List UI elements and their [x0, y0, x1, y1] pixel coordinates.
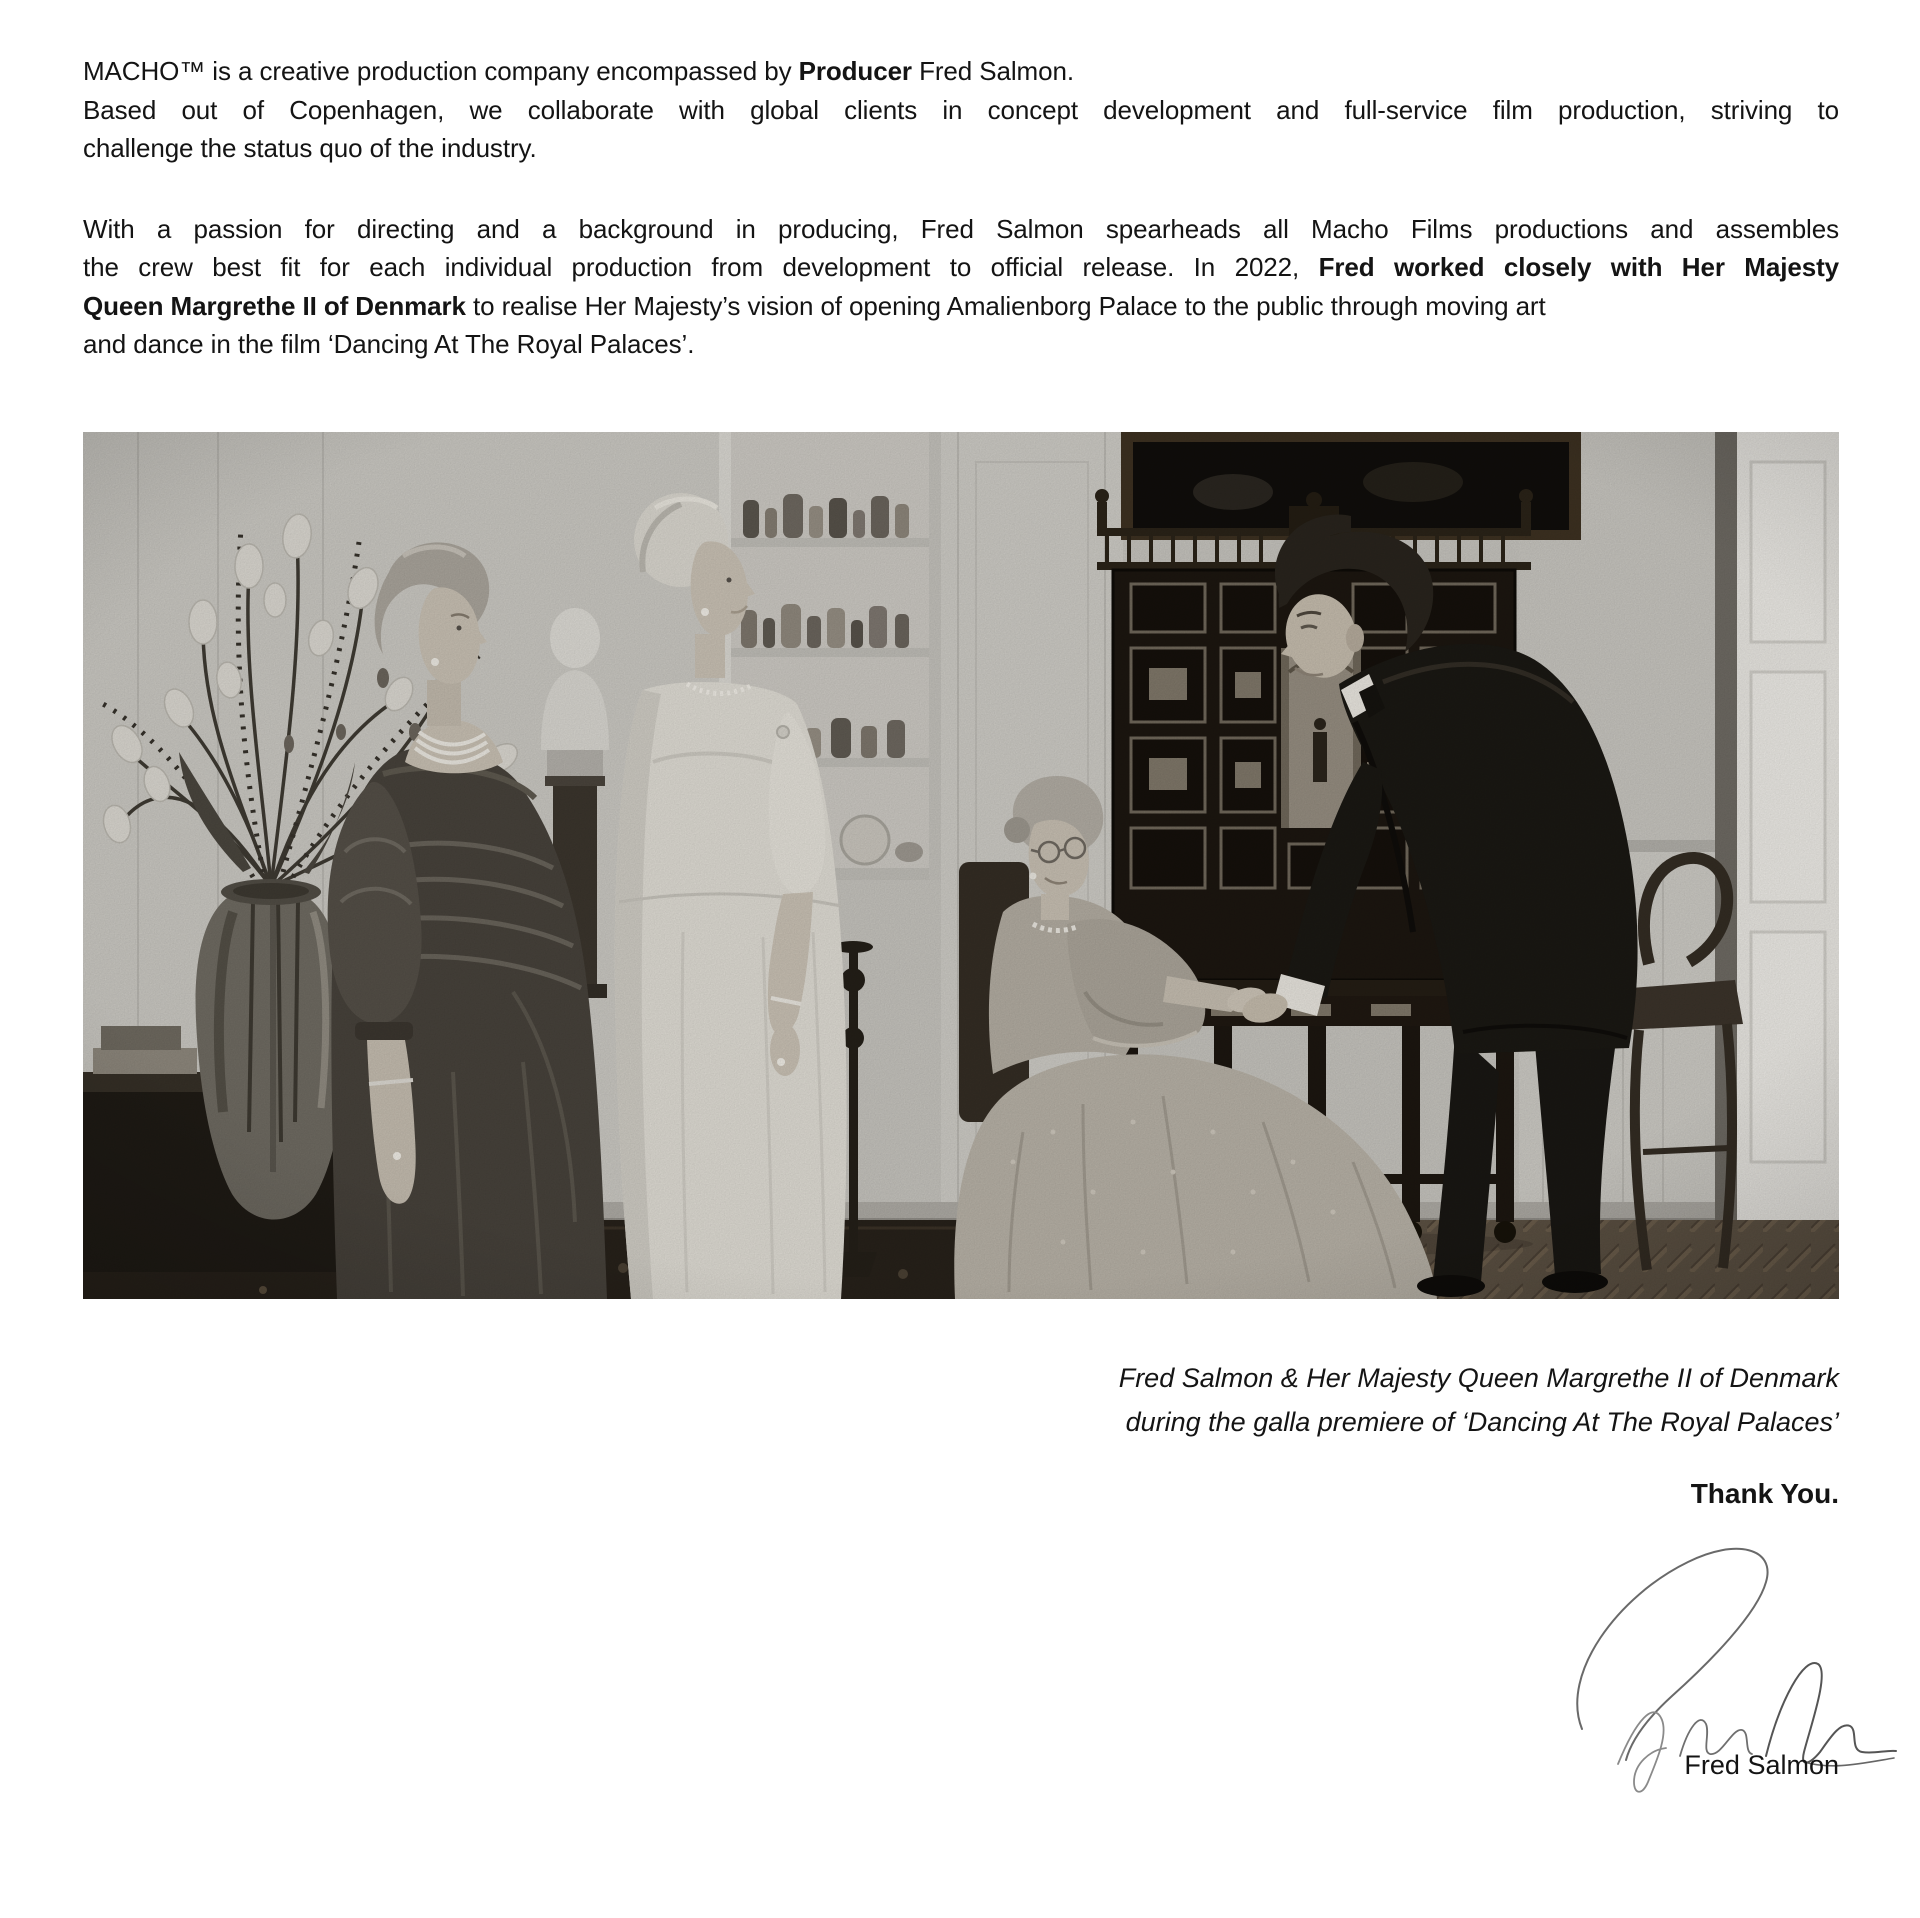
intro-p2-line3	[83, 287, 1839, 326]
intro-paragraph-1	[83, 52, 1839, 168]
photo-caption-line1: Fred Salmon & Her Majesty Queen Margrethe II of Denmark	[1118, 1363, 1839, 1393]
intro-p1-line2	[83, 91, 1839, 130]
intro-p1-line1-bold: Producer	[798, 56, 912, 86]
intro-p2-line2-bold: Fred worked closely with Her Majesty	[1318, 252, 1839, 282]
intro-p1-line2-text: Based out of Copenhagen, we collaborate with global clients in concept development and full-service film production, striving to	[83, 94, 1839, 125]
intro-p1-line1-pre: MACHO™ is a creative production company encompassed by	[83, 56, 799, 86]
intro-p2-line2	[83, 248, 1839, 287]
intro-p2-line4	[83, 325, 1839, 364]
photo-illustration	[83, 432, 1839, 1299]
vignette-overlay	[83, 432, 1839, 1299]
intro-p2-line3-bold: Queen Margrethe II of Denmark	[83, 290, 466, 321]
intro-p2-line1-text: With a passion for directing and a background in producing, Fred Salmon spearheads all Macho Films productions and assembles	[83, 213, 1839, 244]
signature-name: Fred Salmon	[1684, 1750, 1839, 1780]
intro-p1-line3-text: challenge the status quo of the industry.	[83, 133, 537, 163]
thank-you-text: Thank You.	[1690, 1478, 1839, 1509]
intro-p2-line2-pre: the crew best fit for each individual production from development to official release. In 2022,	[83, 252, 1319, 282]
intro-p1-line1-post: Fred Salmon.	[911, 56, 1074, 86]
intro-paragraph-2	[83, 210, 1839, 364]
intro-section	[83, 52, 1839, 364]
photo-royal-palace	[83, 432, 1839, 1299]
intro-p2-line3-post: to realise Her Majesty’s vision of opening Amalienborg Palace to the public through moving art	[465, 290, 1546, 321]
intro-p2-line1	[83, 210, 1839, 249]
photo-caption-line2: during the galla premiere of ‘Dancing At The Royal Palaces’	[1125, 1407, 1839, 1437]
intro-p1-line1	[83, 52, 1839, 91]
photo-caption	[83, 1356, 1839, 1444]
intro-p1-line3	[83, 129, 1839, 168]
intro-p2-line4-text: and dance in the film ‘Dancing At The Royal Palaces’.	[83, 329, 695, 359]
